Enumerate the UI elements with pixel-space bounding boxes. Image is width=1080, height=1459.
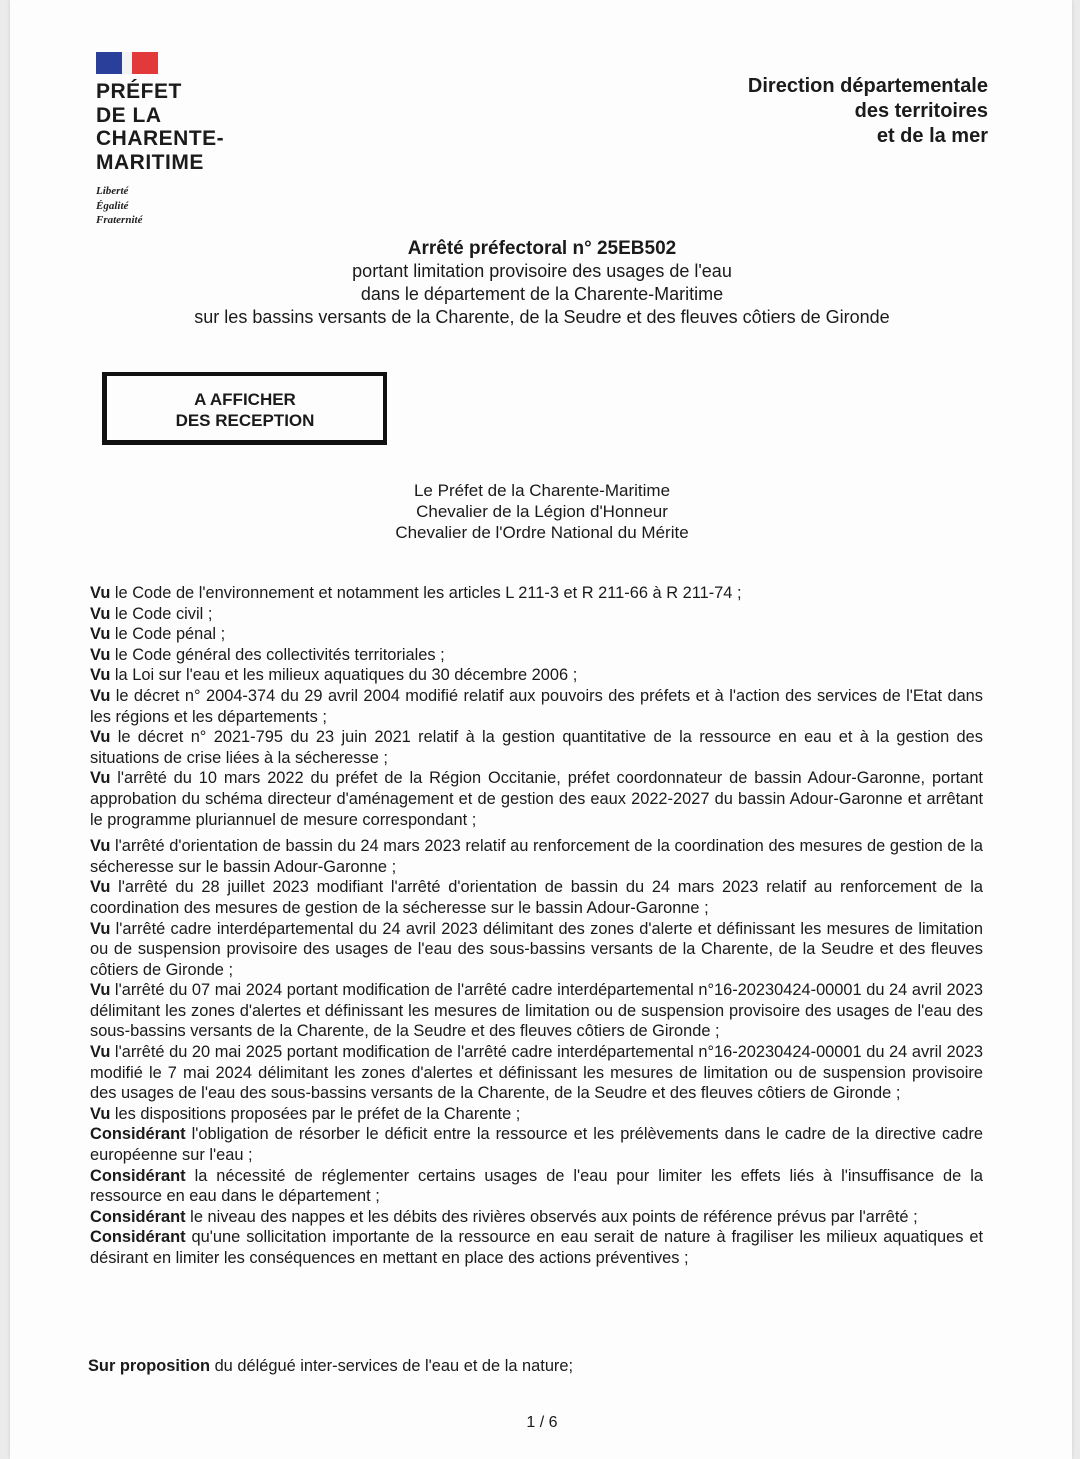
clause-lead: Vu [90,1104,111,1123]
clause-paragraph [90,1042,983,1104]
clause-lead: Vu [90,1043,111,1062]
direction-heading: Direction départementale des territoires et de la mer [747,75,988,147]
clause-paragraph [90,1124,983,1165]
clause-paragraph [90,919,983,981]
clause-text: l'arrêté du 28 juillet 2023 modifiant l'arrêté d'orientation de bassin du 24 mars 2023 relatif au renforcement de la coordination des mesures de gestion de la sécheresse sur le bassin Adour-Garonne ; [90,878,983,917]
clause-lead: Vu [90,769,111,788]
clause-text: l'arrêté du 10 mars 2022 du préfet de la Région Occitanie, préfet coordonnateur de bassin Adour-Garonne, portant approbation du schéma directeur d'aménagement et de gestion des eaux 2022-2027 du bassin Adour-Garonne et arrêtant le programme pluriannuel de mesure correspondant ; [90,769,983,829]
clause-text: l'obligation de résorber le déficit entre la ressource et les prélèvements dans le cadre de la directive cadre européenne sur l'eau ; [90,1125,983,1165]
clause-lead: Vu [90,645,111,664]
clause-text: la Loi sur l'eau et les milieux aquatiques du 30 décembre 2006 ; [110,666,578,685]
clause-text: le niveau des nappes et les débits des rivières observés aux points de référence prévus par l'arrêté ; [185,1207,918,1226]
clause-lead: Vu [90,837,111,856]
clause-text: les dispositions proposées par le préfet de la Charente ; [110,1104,521,1123]
proposal-line: Sur proposition du délégué inter-services de l'eau et de la nature; [88,1357,574,1375]
clause-text: l'arrêté du 07 mai 2024 portant modification de l'arrêté cadre interdépartemental n°16-20230424-00001 du 24 avril 2023 délimitant les zones d'alertes et définissant les mesures de limitation ou de suspension provisoire des usages de l'eau des sous-bassins versants de la Charente, de la Seudre et des fleuves côtiers de Gironde ; [90,981,983,1041]
clause-text: qu'une sollicitation importante de la ressource en eau serait de nature à fragiliser les milieux aquatiques et désirant en limiter les conséquences en mettant en place des actions préventives ; [90,1228,983,1267]
prefet-titles: Le Préfet de la Charente-Maritime Chevalier de la Légion d'Honneur Chevalier de l'Ordre National du Mérite [395,481,689,542]
clause-lead: Vu [90,728,111,747]
clause-paragraph [90,624,983,645]
document-title: Arrêté préfectoral n° 25EB502 portant limitation provisoire des usages de l'eau dans le département de la Charente-Maritime sur les bassins versants de la Charente, de la Seudre et des fleuves côtiers de Gironde [10,237,1074,329]
clause-lead: Considérant [90,1166,186,1185]
clause-lead: Considérant [90,1125,186,1144]
prefecture-logo [96,52,224,228]
clause-paragraph [90,836,983,877]
clause-paragraph [90,665,983,686]
clause-text: l'arrêté d'orientation de bassin du 24 mars 2023 relatif au renforcement de la coordination des mesures de gestion de la sécheresse sur le bassin Adour-Garonne ; [90,837,983,876]
clause-paragraph [90,604,983,625]
clause-paragraph [90,980,983,1042]
clause-paragraph [90,686,983,727]
clause-text: le Code pénal ; [110,625,226,644]
clause-lead: Vu [90,625,111,644]
clause-paragraph [90,583,983,604]
clause-lead: Vu [90,981,111,1000]
clause-text: l'arrêté du 20 mai 2025 portant modification de l'arrêté cadre interdépartemental n°16-20230424-00001 du 24 avril 2023 modifié le 7 mai 2024 délimitant les zones d'alertes et définissant les mesures de limitation ou de suspension provisoire des usages de l'eau des sous-bassins versants de la Charente, de la Seudre et des fleuves côtiers de Gironde ; [90,1043,983,1103]
clauses-list [90,583,983,1269]
prefet-name: PRÉFET DE LA CHARENTE- MARITIME [96,80,225,174]
clause-text: le décret n° 2004-374 du 29 avril 2004 modifié relatif aux pouvoirs des préfets et à l'action des services de l'Etat dans les régions et les départements ; [90,686,983,726]
clause-lead: Considérant [90,1228,186,1247]
clause-text: le Code de l'environnement et notamment les articles L 211-3 et R 211-66 à R 211-74 ; [110,584,742,602]
clause-paragraph [90,768,983,830]
clause-lead: Vu [90,604,111,623]
clause-text: le décret n° 2021-795 du 23 juin 2021 relatif à la gestion quantitative de la ressource en eau et à la gestion des situations de crise liées à la sécheresse ; [90,728,983,767]
document-page [10,0,1072,1459]
clause-text: le Code civil ; [110,604,213,623]
republic-motto: Liberté Égalité Fraternité [96,185,143,226]
clause-lead: Vu [90,666,111,685]
clause-lead: Vu [90,584,111,602]
clause-text: l'arrêté cadre interdépartemental du 24 avril 2023 délimitant des zones d'alerte et définissant les mesures de limitation ou de suspension provisoire des usages de l'eau des sous-bassins versants de la Charente, de la Seudre et des fleuves côtiers de Gironde ; [90,919,983,979]
clause-paragraph [90,1104,983,1125]
clause-lead: Vu [90,919,111,938]
clause-lead: Vu [90,686,111,705]
arrete-number: Arrêté préfectoral n° 25EB502 [407,238,677,259]
clause-text: le Code général des collectivités territoriales ; [110,645,445,664]
clause-lead: Considérant [90,1207,186,1226]
clause-lead: Vu [90,878,111,897]
clause-paragraph [90,1166,983,1207]
marianne-flag-icon [96,52,158,74]
clause-paragraph [90,1207,983,1228]
clause-text: la nécessité de réglementer certains usages de l'eau pour limiter les effets liés à l'insuffisance de la ressource en eau dans le département ; [90,1166,983,1206]
clause-paragraph [90,645,983,666]
clause-paragraph [90,727,983,768]
clause-paragraph [90,877,983,918]
page-number: 1 / 6 [526,1414,558,1431]
clause-paragraph [90,1227,983,1268]
display-stamp: A AFFICHER DES RECEPTION [102,372,387,445]
